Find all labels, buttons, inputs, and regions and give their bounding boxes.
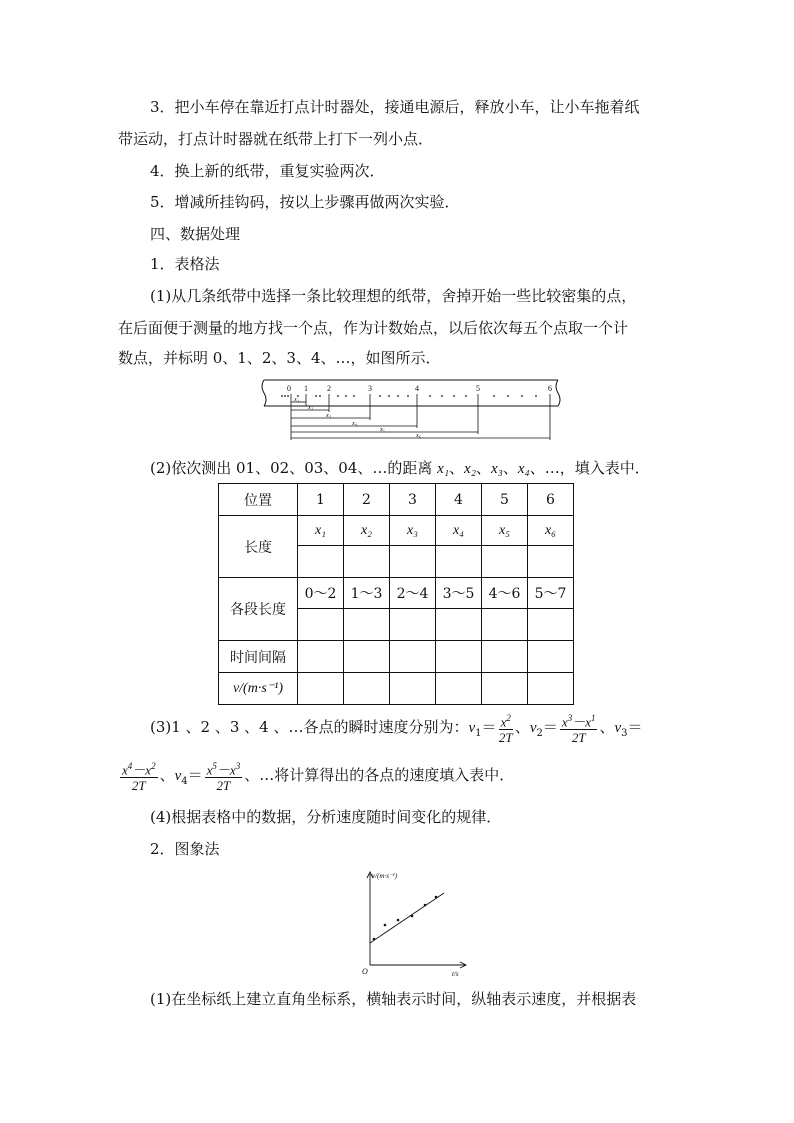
table-len-4: x₄	[436, 516, 482, 546]
graph-origin: O	[362, 967, 368, 976]
table-cell	[482, 641, 528, 673]
table-header-time: 时间间隔	[219, 641, 298, 673]
tape-seg-x6: x₆	[416, 432, 422, 439]
table-cell	[436, 641, 482, 673]
table-pos-3: 3	[390, 484, 436, 516]
table-pos-4: 4	[436, 484, 482, 516]
table-pos-6: 6	[528, 484, 574, 516]
table-len-1: x₁	[298, 516, 344, 546]
tape-seg-x2: x₂	[308, 404, 314, 411]
table-cell	[390, 546, 436, 578]
tape-point-1: 1	[304, 384, 308, 393]
step3-line1: 3．把小车停在靠近打点计时器处，接通电源后，释放小车，让小车拖着纸	[150, 98, 640, 116]
tape-point-4: 4	[415, 384, 419, 393]
tape-point-6: 6	[548, 384, 552, 393]
table-cell	[344, 609, 390, 641]
table-cell	[436, 609, 482, 641]
method1-step1-line2: 在后面便于测量的地方找一个点，作为计数始点，以后依次每五个点取一个计	[118, 319, 629, 337]
section-heading: 四、数据处理	[150, 225, 241, 243]
graph-xlabel: t/s	[452, 970, 459, 978]
table-cell	[482, 546, 528, 578]
table-cell	[344, 546, 390, 578]
data-table	[218, 483, 574, 705]
table-cell	[298, 609, 344, 641]
table-seg-3: 2～4	[390, 578, 436, 609]
table-pos-5: 5	[482, 484, 528, 516]
method1-step1-line1: (1)从几条纸带中选择一条比较理想的纸带，舍掉开始一些比较密集的点，	[150, 287, 637, 305]
graph-ylabel: v/(m·s⁻¹)	[372, 872, 398, 880]
tape-point-0: 0	[287, 384, 291, 393]
table-cell	[528, 546, 574, 578]
method2-step1: (1)在坐标纸上建立直角坐标系，横轴表示时间，纵轴表示速度，并根据表	[150, 990, 637, 1008]
v-t-graph	[352, 868, 472, 978]
table-cell	[390, 609, 436, 641]
step2-x1: x₁	[437, 461, 450, 477]
table-seg-5: 4～6	[482, 578, 528, 609]
step5: 5．增减所挂钩码，按以上步骤再做两次实验．	[150, 193, 460, 211]
table-cell	[298, 673, 344, 705]
table-seg-6: 5～7	[528, 578, 574, 609]
table-len-6: x₆	[528, 516, 574, 546]
table-cell	[436, 673, 482, 705]
table-seg-1: 0～2	[298, 578, 344, 609]
step4: 4．换上新的纸带，重复实验两次．	[150, 162, 385, 180]
step2-x3: x₃	[490, 461, 503, 477]
table-seg-2: 1～3	[344, 578, 390, 609]
table-len-3: x₃	[390, 516, 436, 546]
table-cell	[482, 673, 528, 705]
table-cell	[390, 673, 436, 705]
table-cell	[528, 641, 574, 673]
step2-x2: x₂	[464, 461, 476, 477]
method1-step3: (3)1 、2 、3 、4 、…各点的瞬时速度分别为：$v_1=$ $\frac{x^2}{2T}$ 、$v_2=$ $\frac{x^3-x^1}{2T}$ 、$v_3=$	[150, 712, 643, 746]
table-cell	[344, 641, 390, 673]
step2-prefix: (2)依次测出 01、02、03、04、…的距离	[150, 459, 433, 477]
table-pos-1: 1	[298, 484, 344, 516]
step2-x4: x₄	[517, 461, 530, 477]
tape-point-5: 5	[476, 384, 480, 393]
v1-fraction: $\frac{x^2}{2T}$	[498, 712, 513, 746]
step3-prefix: (3)1 、2 、3 、4 、…各点的瞬时速度分别为：	[150, 718, 469, 736]
table-cell	[528, 609, 574, 641]
paper-tape-diagram	[258, 376, 568, 448]
table-cell	[344, 673, 390, 705]
tape-seg-x4: x₄	[352, 420, 358, 427]
table-header-segments: 各段长度	[219, 578, 298, 641]
table-header-length: 长度	[219, 516, 298, 578]
table-cell	[482, 609, 528, 641]
table-cell	[390, 641, 436, 673]
tape-seg-x3: x₃	[326, 412, 332, 419]
table-len-5: x₅	[482, 516, 528, 546]
table-cell	[298, 641, 344, 673]
table-header-position: 位置	[219, 484, 298, 516]
method1-step1-line3: 数点，并标明 0、1、2、3、4、…，如图所示．	[118, 349, 441, 367]
tape-point-3: 3	[368, 384, 372, 393]
table-header-velocity: v/(m·s⁻¹)	[219, 673, 298, 705]
method1-step3-cont: $\frac{x^4-x^2}{2T}$ 、$v_4=$ $\frac{x^5-x^3}{2T}$ 、…将计算得出的各点的速度填入表中．	[122, 760, 515, 794]
table-seg-4: 3～5	[436, 578, 482, 609]
v2-fraction: $\frac{x^3-x^1}{2T}$	[561, 712, 596, 746]
table-cell	[436, 546, 482, 578]
table-cell	[298, 546, 344, 578]
table-cell	[528, 673, 574, 705]
method1-title: 1．表格法	[150, 255, 220, 273]
tape-seg-x1: x₁	[294, 396, 300, 403]
step2-suffix: 、…，填入表中．	[529, 459, 650, 477]
tape-point-2: 2	[327, 384, 331, 393]
step3-line2: 带运动，打点计时器就在纸带上打下一列小点．	[118, 130, 434, 148]
table-pos-2: 2	[344, 484, 390, 516]
method1-step4: (4)根据表格中的数据，分析速度随时间变化的规律．	[150, 808, 502, 826]
v4-fraction: $\frac{x^5-x^3}{2T}$	[206, 760, 241, 794]
tape-seg-x5: x₅	[380, 426, 386, 433]
method1-step2: (2)依次测出 01、02、03、04、…的距离 x₁、x₂、x₃、x₄、…，填入表中．	[150, 459, 650, 477]
v3-fraction: $\frac{x^4-x^2}{2T}$	[122, 760, 156, 794]
step3-suffix: …将计算得出的各点的速度填入表中．	[259, 766, 515, 784]
method2-title: 2．图象法	[150, 840, 220, 858]
table-len-2: x₂	[344, 516, 390, 546]
